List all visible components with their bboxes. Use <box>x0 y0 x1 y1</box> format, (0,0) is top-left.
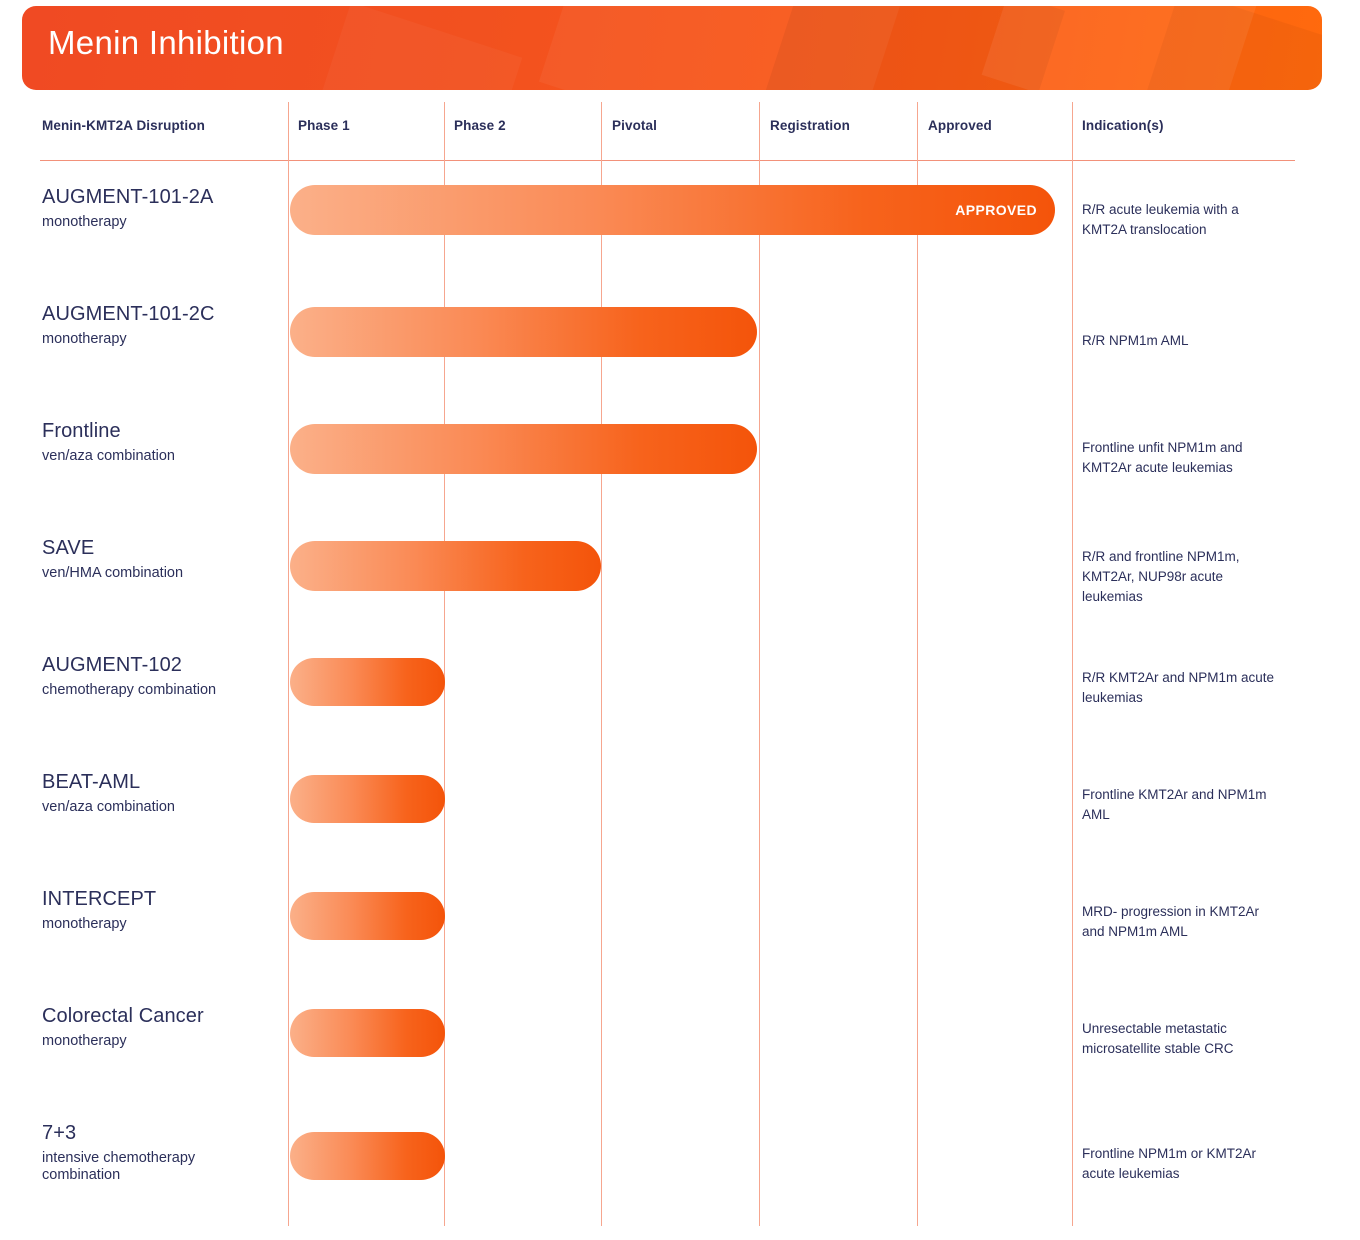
row-title: BEAT-AML <box>42 771 141 793</box>
row-title: AUGMENT-102 <box>42 654 183 676</box>
progress-bar[interactable] <box>290 307 757 357</box>
row-title: SAVE <box>42 537 95 559</box>
table-row <box>40 412 1295 530</box>
table-row <box>40 1114 1295 1232</box>
row-indication: Frontline KMT2Ar and NPM1m AML <box>1082 787 1267 822</box>
row-title: AUGMENT-101-2A <box>42 186 214 208</box>
row-subtitle: ven/aza combination <box>42 448 175 464</box>
row-indication: Frontline NPM1m or KMT2Ar acute leukemias <box>1082 1146 1257 1181</box>
table-row <box>40 178 1295 296</box>
row-subtitle: ven/HMA combination <box>42 565 184 581</box>
row-indication: R/R NPM1m AML <box>1082 333 1189 348</box>
header-divider <box>40 160 1295 161</box>
row-title: 7+3 <box>42 1122 77 1144</box>
bar-status-label: APPROVED <box>955 202 1037 218</box>
progress-bar[interactable] <box>290 1009 445 1057</box>
progress-bar[interactable] <box>290 541 601 591</box>
progress-bar[interactable] <box>290 424 757 474</box>
progress-bar[interactable] <box>290 658 445 706</box>
row-title: AUGMENT-101-2C <box>42 303 215 325</box>
progress-bar[interactable] <box>290 185 1055 235</box>
row-subtitle: chemotherapy combination <box>42 682 217 698</box>
column-header-approved: Approved <box>928 118 992 133</box>
row-indication: R/R acute leukemia with a KMT2A translocation <box>1082 202 1239 237</box>
column-header-phase-2: Phase 2 <box>454 118 506 133</box>
page-title: Menin Inhibition <box>48 24 284 61</box>
table-row <box>40 529 1295 647</box>
row-indication: Frontline unfit NPM1m and KMT2Ar acute leukemias <box>1082 440 1243 475</box>
table-row <box>40 646 1295 764</box>
banner-facet <box>302 6 523 90</box>
column-header-pivotal: Pivotal <box>612 118 657 133</box>
row-title: INTERCEPT <box>42 888 157 910</box>
row-subtitle: monotherapy <box>42 916 127 932</box>
row-subtitle: monotherapy <box>42 214 127 230</box>
row-indication: Unresectable metastatic microsatellite stable CRC <box>1082 1021 1234 1056</box>
column-header-registration: Registration <box>770 118 850 133</box>
header-banner <box>22 6 1322 90</box>
progress-bar[interactable] <box>290 775 445 823</box>
row-indication: R/R and frontline NPM1m, KMT2Ar, NUP98r acute leukemias <box>1082 549 1240 604</box>
row-indication: MRD- progression in KMT2Ar and NPM1m AML <box>1082 904 1260 939</box>
row-indication: R/R KMT2Ar and NPM1m acute leukemias <box>1082 670 1275 705</box>
progress-bar[interactable] <box>290 892 445 940</box>
pipeline-chart <box>40 100 1295 1230</box>
table-row <box>40 763 1295 881</box>
column-header-disruption: Menin-KMT2A Disruption <box>42 118 205 133</box>
row-subtitle: monotherapy <box>42 331 127 347</box>
row-subtitle: monotherapy <box>42 1033 127 1049</box>
row-title: Colorectal Cancer <box>42 1005 204 1027</box>
row-subtitle: ven/aza combination <box>42 799 175 815</box>
row-title: Frontline <box>42 420 121 442</box>
table-row <box>40 295 1295 413</box>
column-header-phase-1: Phase 1 <box>298 118 350 133</box>
table-row <box>40 997 1295 1115</box>
table-row <box>40 880 1295 998</box>
row-subtitle: intensive chemotherapy combination <box>42 1150 196 1183</box>
progress-bar[interactable] <box>290 1132 445 1180</box>
column-header-indications: Indication(s) <box>1082 118 1164 133</box>
